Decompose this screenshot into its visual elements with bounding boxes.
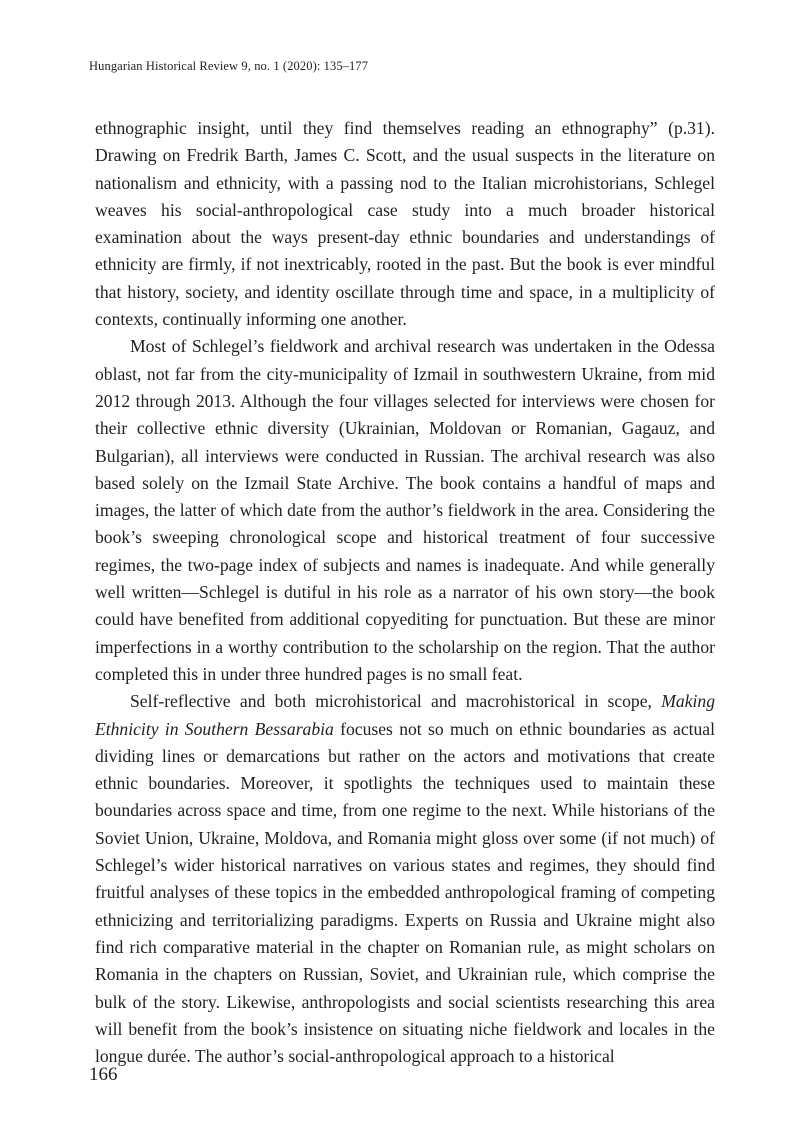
paragraph-1: ethnographic insight, until they find themselves reading an ethnography” (p.31). Drawing on Fredrik Barth, James C. Scott, and the usual suspects in the literature on nationalism and ethnicity, with a passing nod to the Italian microhistorians, Schlegel weaves his social-anthropological case study into a much broader historical examination about the ways present-day ethnic boundaries and understandings of ethnicity are firmly, if not inextricably, rooted in the past. But the book is ever mindful that history, society, and identity oscillate through time and space, in a multiplicity of contexts, continually informing one another. [95, 118, 715, 330]
paragraph-3-rest: focuses not so much on ethnic boundaries as actual dividing lines or demarcations but rather on the actors and motivations that create ethnic boundaries. Moreover, it spotlights the techniques used to maintain these boundaries across space and time, from one regime to the next. While historians of the Soviet Union, Ukraine, Moldova, and Romania might gloss over some (if not much) of Schlegel’s wider historical narratives on various states and regimes, they should find fruitful analyses of these topics in the embedded anthropological framing of competing ethnicizing and territorializing paradigms. Experts on Russia and Ukraine might also find rich comparative material in the chapter on Romanian rule, as might scholars on Romania in the chapters on Russian, Soviet, and Ukrainian rule, which comprise the bulk of the story. Likewise, anthropologists and social scientists researching this area will benefit from the book’s insistence on situating niche fieldwork and locales in the longue durée. The author’s social-anthropological approach to a historical [95, 718, 716, 1067]
running-header: Hungarian Historical Review 9, no. 1 (2020): 135–177 [89, 59, 369, 73]
paragraph-3-lead: Self-reflective and both microhistorical and macrohistorical in scope, [130, 691, 662, 712]
paragraph-2: Most of Schlegel’s fieldwork and archival research was undertaken in the Odessa oblast, not far from the city-municipality of Izmail in southwestern Ukraine, from mid 2012 through 2013. Although the four villages selected for interviews were chosen for their collective ethnic diversity (Ukrainian, Moldovan or Romanian, Gagauz, and Bulgarian), all interviews were conducted in Russian. The archival research was also based solely on the Izmail State Archive. The book contains a handful of maps and images, the latter of which date from the author’s fieldwork in the area. Considering the book’s sweeping chronological scope and historical treatment of four successive regimes, the two-page index of subjects and names is inadequate. And while generally well written—Schlegel is dutiful in his role as a narrator of his own story—the book could have benefited from additional copyediting for punctuation. But these are minor imperfections in a worthy contribution to the scholarship on the region. That the author completed this in under three hundred pages is no small feat. [95, 336, 715, 684]
paragraph-3 [95, 688, 715, 1070]
page-number: 166 [89, 1064, 118, 1085]
book-title: Making Ethnicity in Southern Bessarabia [95, 691, 715, 739]
article-body [95, 115, 715, 1070]
